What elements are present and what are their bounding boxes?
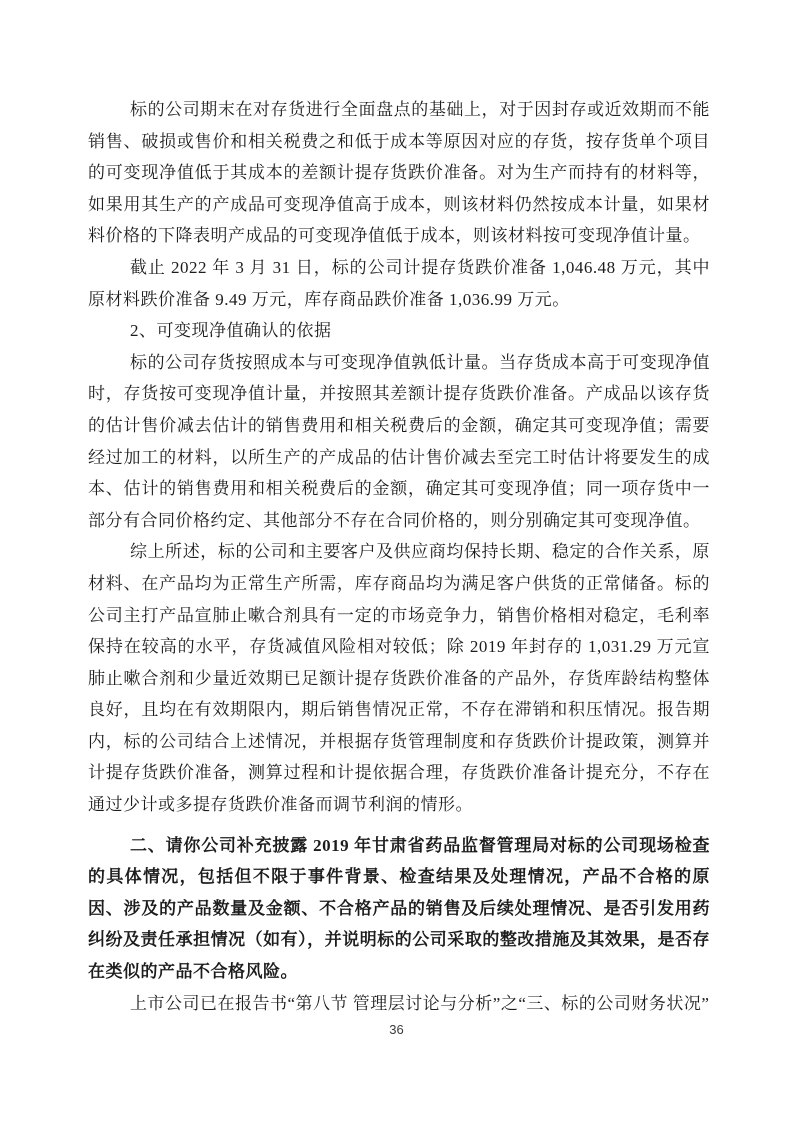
paragraph-reply-reference: 上市公司已在报告书“第八节 管理层讨论与分析”之“三、标的公司财务状况” (130, 993, 710, 1013)
section-heading-nrv-basis: 2、可变现净值确认的依据 (130, 321, 332, 341)
page-number: 36 (389, 1022, 404, 1037)
paragraph-inventory-count-policy: 标的公司期末在对存货进行全面盘点的基础上，对于因封存或近效期而不能销售、破损或售价和相关税费之和低于成本等原因对应的存货，按存货单个项目的可变现净值低于其成本的差额计提存货跌价准备。对为生产而持有的材料等，如果用其生产的产成品可变现净值高于成本，则该材料仍然按成本计量，如果材料价格的下降表明产成品的可变现净值低于成本，则该材料按可变现净值计量。 (88, 100, 710, 246)
paragraph-provision-amounts: 截止 2022 年 3 月 31 日，标的公司计提存货跌价准备 1,046.48 万元，其中原材料跌价准备 9.49 万元，库存商品跌价准备 1,036.99 万元。 (88, 257, 710, 309)
paragraph-summary-conclusion: 综上所述，标的公司和主要客户及供应商均保持长期、稳定的合作关系，原材料、在产品均为正常生产所需，库存商品均为满足客户供货的正常储备。标的公司主打产品宣肺止嗽合剂具有一定的市场竞争力，销售价格相对稳定，毛利率保持在较高的水平，存货减值风险相对较低；除 2019 年封存的 1,031.29 万元宣肺止嗽合剂和少量近效期已足额计提存货跌价准备的产品外，存货库龄结构整体良好，且均在有效期限内，期后销售情况正常，不存在滞销和积压情况。报告期内，标的公司结合上述情况，并根据存货管理制度和存货跌价计提政策，测算并计提存货跌价准备，测算过程和计提依据合理，存货跌价准备计提充分，不存在通过少计或多提存货跌价准备而调节利润的情形。 (88, 542, 710, 815)
paragraph-nrv-measurement: 标的公司存货按照成本与可变现净值孰低计量。当存货成本高于可变现净值时，存货按可变现净值计量，并按照其差额计提存货跌价准备。产成品以该存货的估计售价减去估计的销售费用和相关税费后的金额，确定其可变现净值；需要经过加工的材料，以所生产的产成品的估计售价减去至完工时估计将要发生的成本、估计的销售费用和相关税费后的金额，确定其可变现净值；同一项存货中一部分有合同价格约定、其他部分不存在合同价格的，则分别确定其可变现净值。 (88, 352, 710, 530)
paragraph-question-two-bold: 二、请你公司补充披露 2019 年甘肃省药品监督管理局对标的公司现场检查的具体情况，包括但不限于事件背景、检查结果及处理情况，产品不合格的原因、涉及的产品数量及金额、不合格产品的销售及后续处理情况、是否引发用药纠纷及责任承担情况（如有），并说明标的公司采取的整改措施及其效果，是否存在类似的产品不合格风险。 (88, 835, 710, 982)
document-body (88, 94, 710, 1019)
